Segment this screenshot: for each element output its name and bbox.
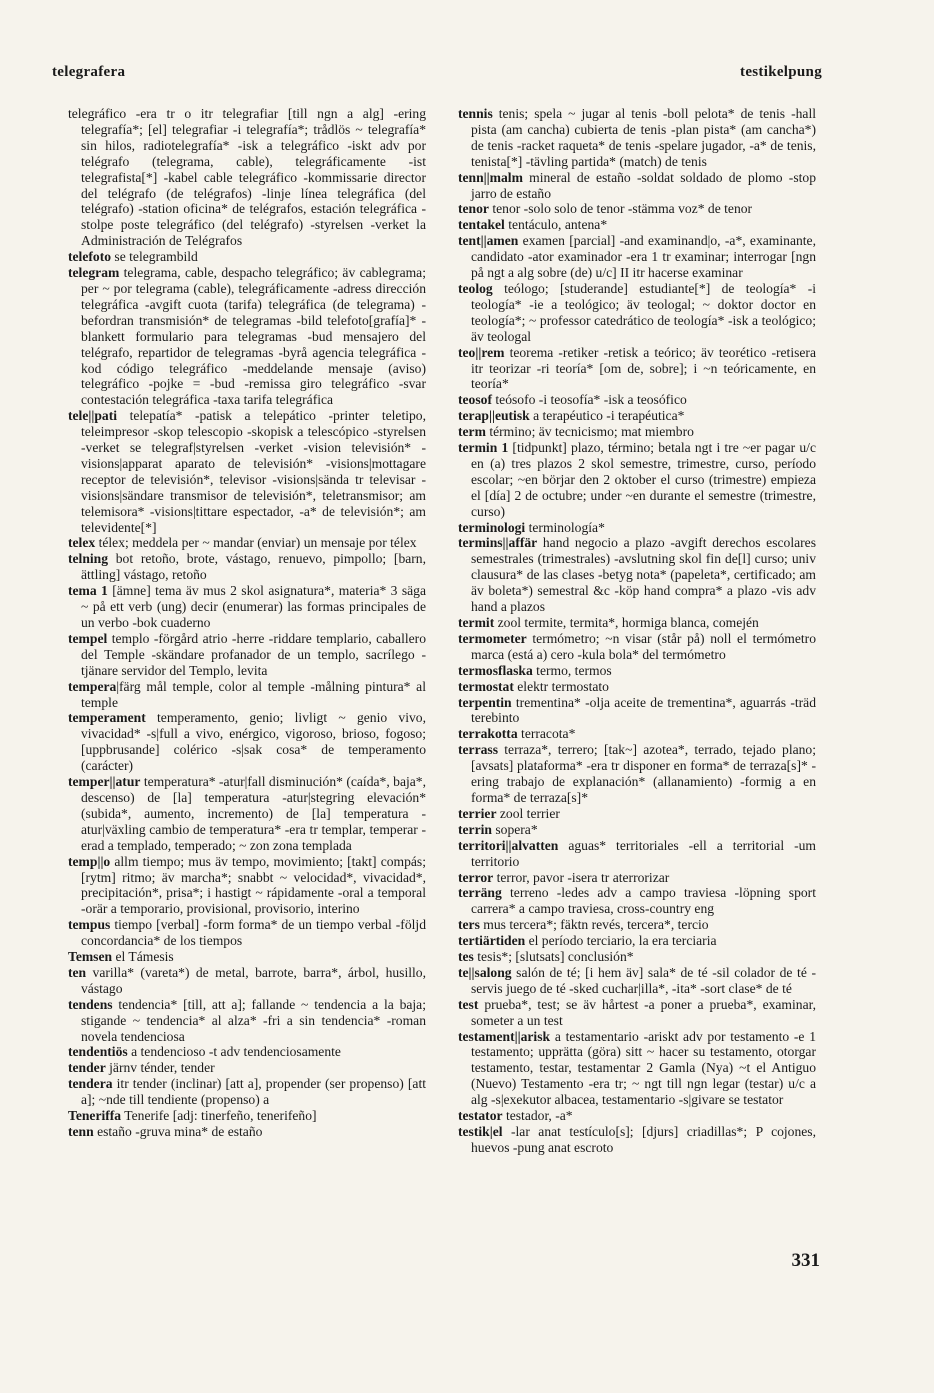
dictionary-entry — [68, 1108, 426, 1124]
headword: tempus — [68, 917, 111, 933]
dictionary-entry — [458, 281, 816, 345]
entry-text: tenor -solo solo de tenor -stämma voz* de tenor — [488, 201, 753, 217]
dictionary-entry — [458, 965, 816, 997]
entry-text: salón de té; [i hem äv] sala* de té -sil colador de té -servis juego de té -sked cuchar|illa*, -ita* -sort clase* de té — [471, 964, 816, 996]
headword: terrakotta — [458, 726, 518, 742]
dictionary-entry — [68, 997, 426, 1045]
headword: teosof — [458, 392, 492, 408]
headword: test — [458, 996, 479, 1012]
entry-text: tiempo [verbal] -form forma* de un tiempo verbal -följd concordancia* de los tiempos — [81, 917, 426, 949]
running-head-left: telegrafera — [52, 64, 126, 80]
dictionary-entry — [458, 233, 816, 281]
entry-text: terror, pavor -isera tr aterrorizar — [493, 869, 670, 885]
dictionary-entry — [458, 217, 816, 233]
dictionary-entry — [458, 822, 816, 838]
entry-text: a terapéutico -i terapéutica* — [529, 408, 685, 424]
dictionary-entry — [68, 774, 426, 854]
headword: terminologi — [458, 519, 526, 535]
dictionary-entry — [68, 1124, 426, 1140]
headword: term — [458, 424, 486, 440]
headword: te||salong — [458, 964, 512, 980]
entry-text: teólogo; [studerande] estudiante[*] de teología* -i teología* -ie a teológico; äv teologal; ~ doktor doctor en teología*; ~ professor catedrático de teología* -isk a teológico; äv teologal — [471, 280, 816, 344]
dictionary-entry — [68, 965, 426, 997]
dictionary-entry — [458, 885, 816, 917]
dictionary-entry — [68, 949, 426, 965]
headword: temperament — [68, 710, 146, 726]
dictionary-entry — [68, 1060, 426, 1076]
entry-text: telegráfico -era tr o itr telegrafiar [till ngn a alg] -ering telegrafía*; [el] telegrafiar -i telegrafía*; trådlös ~ telegrafía* sin hilos, radiotelegrafía* -isk a telegráfico -iskt adv por telégrafo (telegrama, cable), telegráficamente -ist telegrafista[*] -kabel cable telegráfico -kommissarie director del telégrafo (de telégrafos) -linje línea telegráfica (del telégrafo) -station oficina* de telégrafos, estación telegráfica -stolpe poste telegráfico (del telégrafo) -styrelsen -verket la Administración de Telégrafos — [68, 106, 426, 249]
headword: testik|el — [458, 1124, 503, 1139]
dictionary-entry — [458, 997, 816, 1029]
headword: temper||atur — [68, 774, 141, 790]
entry-text: zool terrier — [496, 805, 560, 821]
dictionary-entry — [458, 631, 816, 663]
headword: terpentin — [458, 694, 512, 710]
dictionary-entry — [458, 345, 816, 393]
headword: ters — [458, 917, 480, 933]
dictionary-entry — [68, 106, 426, 249]
entry-text: aguas* territoriales -ell a territorial -um territorio — [471, 837, 816, 869]
dictionary-entry — [458, 838, 816, 870]
entry-text: teósofo -i teosofía* -isk a teosófico — [491, 392, 687, 408]
headword: termins||affär — [458, 535, 538, 551]
dictionary-entry — [68, 249, 426, 265]
dictionary-entry — [68, 408, 426, 535]
headword: telning — [68, 551, 109, 567]
entry-text: mus tercera*; fäktn revés, tercera*, tercio — [479, 917, 709, 933]
entry-text: templo -förgård atrio -herre -riddare templario, caballero del Temple -skändare profanador de un templo, sacrílego -tjänare servidor del Templo, levita — [81, 630, 426, 678]
entry-text: mineral de estaño -soldat soldado de plomo -stop jarro de estaño — [471, 169, 816, 201]
dictionary-entry — [458, 1108, 816, 1124]
headword: terrin — [458, 821, 492, 837]
headword: termit — [458, 615, 495, 630]
entry-text: [tidpunkt] plazo, término; betala ngt i tre ~er pagar u/c en (a) tres plazos 2 skol semestre, trimestre, curso, período escolar; ~en börjar den 2 oktober el curso (trimestre) empieza el [día] 2 de octubre; under ~en durante el semestre (trimestre, curso) — [471, 440, 816, 519]
entry-text: hand negocio a plazo -avgift derechos escolares semestrales (trimestrales) -avslutning skol fin de[l] curso; univ clausura* de las clases -betyg nota* (papeleta*, certificado; am äv boleta*) semestral &c -köp hand compra* a plazo -vis adv hand a plazos — [471, 535, 816, 615]
dictionary-entry — [68, 710, 426, 774]
entry-text: trementina* -olja aceite de trementina*, aguarrás -träd terebinto — [471, 694, 816, 726]
headword: tennis — [458, 106, 493, 121]
dictionary-entry — [458, 742, 816, 806]
headword: tendentiös — [68, 1044, 128, 1060]
dictionary-entry — [458, 695, 816, 727]
headword: temp||o — [68, 853, 111, 869]
entry-text: examen [parcial] -and examinand|o, -a*, examinante, candidato -ator examinador -era 1 tr examinar; interrogar [ngn på ngt a alg sobre (de) u/c] II itr hacerse examinar — [471, 233, 816, 281]
headword: ten — [68, 964, 87, 980]
entry-text: termómetro; ~n visar (står på) noll el termómetro marca (está a) cero -kula bola* del termómetro — [471, 630, 816, 662]
dictionary-entry — [458, 408, 816, 424]
dictionary-entry — [68, 583, 426, 631]
headword: termometer — [458, 630, 527, 646]
headword: tentakel — [458, 217, 505, 233]
headword: terap||eutisk — [458, 408, 530, 424]
entry-text: terracota* — [517, 726, 576, 742]
right-column — [458, 106, 816, 1156]
entry-text: estaño -gruva mina* de estaño — [93, 1124, 263, 1139]
left-column — [68, 106, 426, 1140]
headword: tendera — [68, 1076, 113, 1092]
entry-text: el período terciario, la era terciaria — [525, 933, 717, 949]
dictionary-entry — [458, 917, 816, 933]
dictionary-entry — [68, 854, 426, 918]
dictionary-entry — [458, 392, 816, 408]
dictionary-entry — [68, 265, 426, 408]
headword: tele||pati — [68, 408, 118, 424]
headword: telefoto — [68, 249, 112, 265]
dictionary-entry — [458, 535, 816, 615]
headword: tenn||malm — [458, 169, 523, 185]
headword: terror — [458, 869, 494, 885]
dictionary-entry — [68, 551, 426, 583]
headword: terrier — [458, 805, 497, 821]
dictionary-entry — [68, 1076, 426, 1108]
entry-text: [ämne] tema äv mus 2 skol asignatura*, materia* 3 säga ~ på ett verb (ung) decir (enumerar) las formas principales de un verbo -bok cuaderno — [81, 583, 426, 630]
headword: tempera — [68, 678, 117, 694]
running-head-right: testikelpung — [740, 64, 822, 80]
headword: terrass — [458, 742, 499, 758]
dictionary-entry — [458, 424, 816, 440]
headword: tenn — [68, 1124, 94, 1139]
entry-text: järnv ténder, tender — [105, 1060, 215, 1076]
entry-text: temperatura* -atur|fall disminución* (caída*, baja*, descenso) de [la] temperatura -atur|stegring elevación* (subida*, aumento, incremento) de [la] temperatura -atur|växling cambio de temperatura* -era tr templar, temperar -erad a templado, temperado; ~ zon zona templada — [81, 774, 426, 853]
headword: tema 1 — [68, 583, 108, 599]
dictionary-entry — [68, 631, 426, 679]
entry-text: a testamentario -ariskt adv por testamento -e 1 testamento; upprätta (göra) sitt ~ hacer su testamento, otorgar testamento, testar, testamentar 2 Gamla (Nya) ~t el Antiguo (Nuevo) Testamento -era tr; ~ ngt till ngn legar (testar) u/c a alg -s|exekutor albacea, testamentario -s|givare se testator — [471, 1028, 816, 1108]
dictionary-entry — [458, 1029, 816, 1109]
entry-text: sopera* — [491, 821, 538, 837]
entry-text: telepatía* -patisk a telepático -printer teletipo, teleimpresor -skop telescopio -skopisk a telescópico -styrelsen -verket se telegraf|styrelsen -verket -vision televisión* -visions|apparat aparato de televisión* -visions|mottagare receptor de televisión*, televisor -visions|sända tr televisar -visions|sändare transmisor de televisión*, teletransmisor; am telemisora* -visions|tittare espectador, -a* de televisión*; am televidente[*] — [81, 408, 426, 535]
dictionary-entry — [458, 806, 816, 822]
entry-text: itr tender (inclinar) [att a], propender (ser propenso) [att a]; ~nde till tendiente (propenso) a — [81, 1076, 426, 1108]
dictionary-entry — [458, 520, 816, 536]
dictionary-entry — [458, 106, 816, 170]
entry-text: se telegrambild — [111, 249, 198, 265]
entry-text: zool termite, termita*, hormiga blanca, comején — [494, 615, 759, 630]
dictionary-entry — [458, 870, 816, 886]
headword: Teneriffa — [68, 1108, 122, 1124]
headword: tender — [68, 1060, 106, 1076]
entry-text: télex; meddela per ~ mandar (enviar) un mensaje por télex — [95, 535, 417, 551]
entry-text: prueba*, test; se äv hårtest -a poner a prueba*, examinar, someter a un test — [471, 996, 816, 1028]
entry-text: testador, -a* — [502, 1108, 573, 1124]
entry-text: tesis*; [slutsats] conclusión* — [473, 949, 634, 965]
entry-text: temperamento, genio; livligt ~ genio vivo, vivacidad* -s|full a vivo, enérgico, vigoroso, brioso, fogoso; [uppbrusande] colérico -s|sak cosa* de temperamento (carácter) — [81, 710, 426, 774]
headword: termostat — [458, 678, 514, 694]
entry-text: terraza*, terrero; [tak~] azotea*, terrado, tejado plano; [avsats] plataforma* -era tr disponer en forma* de terraza[s]* -ering trabajo de explanación* (allanamiento) -formig a en forma* de terraza[s]* — [471, 742, 816, 805]
entry-text: terminología* — [525, 519, 605, 535]
dictionary-entry — [458, 726, 816, 742]
entry-text: -lar anat testículo[s]; [djurs] criadillas*; P cojones, huevos -pung anat escroto — [471, 1124, 816, 1155]
dictionary-entry — [458, 1124, 816, 1156]
headword: testament||arisk — [458, 1028, 551, 1044]
entry-text: telegrama, cable, despacho telegráfico; äv cablegrama; per ~ por telegrama (cable), telegráficamente -adress dirección telegráfica -avgift cuota (tarifa) telegráfica (de telegrama) -befordran transmisión* de telegramas -bild telefoto[grafía]* -blankett formulario para telegramas -bud mensajero del telégrafo, repartidor de telegramas -byrå agencia telegráfica -kod código telegráfico -meddelande mensaje (aviso) telegráfico -pojke = -bud -remissa giro telegráfico -svar contestación telegráfica -taxa tarifa telegráfica — [81, 265, 426, 408]
dictionary-entry — [458, 679, 816, 695]
entry-text: |färg mål temple, color al temple -målning pintura* al temple — [81, 678, 426, 710]
dictionary-entry — [458, 663, 816, 679]
dictionary-entry — [68, 1044, 426, 1060]
dictionary-entry — [458, 615, 816, 631]
headword: tempel — [68, 630, 108, 646]
dictionary-entry — [458, 949, 816, 965]
entry-text: bot retoño, brote, vástago, renuevo, pimpollo; [barn, ättling] vástago, retoño — [81, 551, 426, 583]
entry-text: tendencia* [till, att a]; fallande ~ tendencia a la baja; stigande ~ tendencia* al alza* -fri a sin tendencia* -roman novela tendenciosa — [81, 996, 426, 1044]
headword: teo||rem — [458, 344, 505, 360]
dictionary-entry — [458, 201, 816, 217]
headword: termin 1 — [458, 440, 509, 456]
headword: tenor — [458, 201, 489, 217]
page-number: 331 — [791, 1250, 820, 1271]
headword: testator — [458, 1108, 503, 1124]
entry-text: el Támesis — [112, 949, 174, 965]
entry-text: teorema -retiker -retisk a teórico; äv teorético -retisera itr teorizar -ri teoría* [om de, sobre]; i ~n teóricamente, en teoría* — [471, 344, 816, 392]
dictionary-entry — [68, 535, 426, 551]
headword: tertiärtiden — [458, 933, 526, 949]
dictionary-entry — [458, 170, 816, 202]
headword: teolog — [458, 280, 493, 296]
dictionary-entry — [68, 679, 426, 711]
entry-text: tentáculo, antena* — [504, 217, 608, 233]
headword: terräng — [458, 885, 502, 901]
headword: territori||alvatten — [458, 837, 559, 853]
entry-text: allm tiempo; mus äv tempo, movimiento; [takt] compás; [rytm] ritmo; äv marcha*; snabbt ~ velocidad*, vivacidad*, precipitación*, prisa*; i hastigt ~ rápidamente -oral a temporal -orär a temporario, provisional, provisorio, interino — [81, 853, 426, 917]
headword: telegram — [68, 265, 120, 281]
entry-text: a tendencioso -t adv tendenciosamente — [127, 1044, 341, 1060]
entry-text: término; äv tecnicismo; mat miembro — [485, 424, 694, 440]
entry-text: terreno -ledes adv a campo traviesa -löpning sport carrera* a campo traviesa, cross-country eng — [471, 885, 816, 917]
headword: telex — [68, 535, 96, 551]
entry-text: varilla* (vareta*) de metal, barrote, barra*, árbol, husillo, vástago — [81, 964, 426, 996]
dictionary-entry — [458, 440, 816, 520]
dictionary-entry — [458, 933, 816, 949]
headword: tendens — [68, 996, 113, 1012]
headword: Temsen — [68, 949, 113, 965]
headword: termosflaska — [458, 662, 533, 678]
entry-text: Tenerife [adj: tinerfeño, tenerifeño] — [121, 1108, 317, 1124]
headword: tes — [458, 949, 474, 965]
entry-text: elektr termostato — [513, 678, 609, 694]
dictionary-entry — [68, 917, 426, 949]
headword: tent||amen — [458, 233, 519, 249]
entry-text: tenis; spela ~ jugar al tenis -boll pelota* de tenis -hall pista (am cancha) cubierta de tenis -plan pista* (am cancha*) de tenis -racket raqueta* de tenis -spelare jugador, -a* de tenis, tenista[*] -tävling partida* (match) de tenis — [471, 106, 816, 169]
entry-text: termo, termos — [532, 662, 612, 678]
